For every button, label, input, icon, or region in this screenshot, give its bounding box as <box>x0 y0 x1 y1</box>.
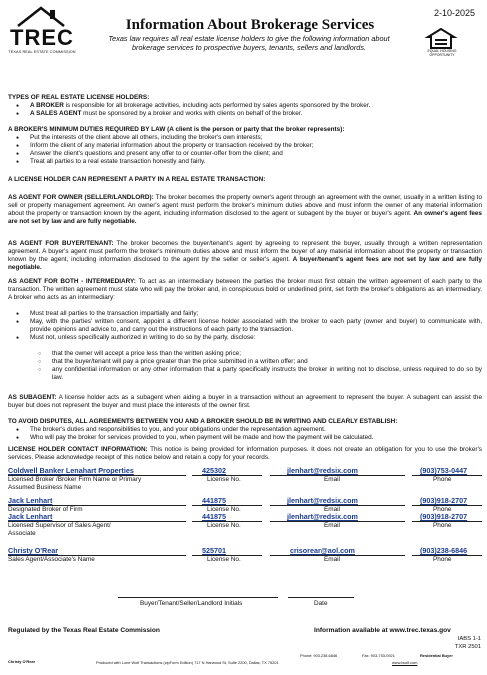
email-caption: Email <box>324 556 340 563</box>
list-item: ● Must treat all parties to the transaction impartially and fairly; <box>8 310 482 318</box>
supervisor-phone: (903)918-2707 <box>420 512 468 521</box>
duties-heading: A BROKER'S MINIMUM DUTIES REQUIRED BY LAW (A client is the person or party that the broker represents): <box>8 126 345 133</box>
produced-by: Produced with Lone Wolf Transactions (zipForm Edition) 717 N Harwood St, Suite 2200, Dallas, TX 75201 <box>96 660 279 665</box>
field-label: Designated Broker of Firm <box>8 506 83 513</box>
owner-section <box>8 194 482 226</box>
license-caption: License No. <box>207 476 241 483</box>
license-caption: License No. <box>207 522 241 529</box>
supervisor-name: Jack Lenhart <box>8 512 53 521</box>
initials-label: Buyer/Tenant/Seller/Landlord Initials <box>140 600 243 607</box>
date-label: Date <box>314 600 328 607</box>
email-caption: Email <box>324 522 340 529</box>
term-text: is responsible for all brokerage activities, including acts performed by sales agents sponsored by the broker. <box>63 102 371 109</box>
sales-agent-name: Christy O'Rear <box>8 546 59 555</box>
phone-caption: Phone <box>433 556 452 563</box>
logo-text: TREC <box>10 25 74 50</box>
buyer-bold: A buyer/tenant's agent fees are not set by law and are fully negotiable. <box>8 256 482 271</box>
term: A BROKER <box>30 102 64 109</box>
license-caption: License No. <box>207 506 241 513</box>
regulated-by: Regulated by the Texas Real Estate Commission <box>8 627 160 634</box>
list-item: ● Answer the client's questions and present any offer to or counter-offer from the client; and <box>8 150 478 158</box>
avoid-heading: TO AVOID DISPUTES, ALL AGREEMENTS BETWEEN YOU AND A BROKER SHOULD BE IN WRITING AND CLEARLY ESTABLISH: <box>8 418 398 425</box>
contact-section <box>8 446 482 462</box>
equal-housing-logo <box>424 28 458 62</box>
owner-text: The broker becomes the property owner's agent through an agreement with the owner, usually in a written listing to sell or property management agreement. An owner's agent must perform the broker's minimum duties above and must inform the owner of any material information about the property or transaction known by the agent, including information disclosed to the agent or subagent by the buyer or buyer's agent. <box>8 194 482 217</box>
list-item: ● Inform the client of any material information about the property or transaction received by the broker; <box>8 142 478 150</box>
buyer-section <box>8 240 482 272</box>
phone-caption: Phone <box>433 522 452 529</box>
trec-logo <box>8 6 74 64</box>
license-caption: License No. <box>207 556 241 563</box>
list-item: ● The broker's duties and responsibilities to you, and your obligations under the representation agreement. <box>8 426 478 434</box>
sales-agent-email[interactable]: crisorear@aol.com <box>290 546 355 555</box>
buyer-text: The broker becomes the buyer/tenant's agent by agreeing to represent the buyer, usually through a written representation agreement. A buyer's agent must perform the broker's minimum duties above and must inform the buyer of any material information about the property or transaction known by the agent, including information disclosed to the agent by the seller or seller's agent. <box>8 240 482 263</box>
list-item <box>8 102 478 110</box>
designated-broker-name: Jack Lenhart <box>8 496 53 505</box>
broker-firm-name: Coldwell Banker Lenahart Properties <box>8 466 134 475</box>
intermediary-sublist <box>8 350 482 382</box>
types-heading: TYPES OF REAL ESTATE LICENSE HOLDERS: <box>8 94 150 101</box>
duties-list <box>8 134 478 166</box>
email-caption: Email <box>324 506 340 513</box>
subagent-heading: AS SUBAGENT: <box>8 394 57 401</box>
page-title: Information About Brokerage Services <box>125 17 375 33</box>
list-item: ● Put the interests of the client above all others, including the broker's own interests; <box>8 134 478 142</box>
form-number: TXR 2501 <box>454 644 481 650</box>
list-item: ○ that the owner will accept a price less than the written asking price; <box>8 350 482 358</box>
avoid-list <box>8 426 478 442</box>
owner-heading: AS AGENT FOR OWNER (SELLER/LANDLORD): <box>8 194 154 201</box>
initials-line[interactable] <box>118 597 278 598</box>
designated-broker-email[interactable]: jlenhart@redsix.com <box>287 496 358 505</box>
types-list <box>8 102 478 118</box>
list-item: ● Who will pay the broker for services provided to you, when payment will be made and how the payment will be calculated. <box>8 434 478 442</box>
list-item: ○ any confidential information or any other information that a party specifically instructs the broker in writing not to disclose, unless required to do so by law. <box>8 366 482 382</box>
subagent-text: A license holder acts as a subagent when aiding a buyer in a transaction without an agreement to represent the buyer. A subagent can assist the buyer but does not represent the buyer and must place the interests of the owner first. <box>8 394 483 409</box>
broker-firm-email[interactable]: jlenhart@redsix.com <box>287 466 358 475</box>
intermediary-section <box>8 278 482 302</box>
contact-heading: LICENSE HOLDER CONTACT INFORMATION: <box>8 446 148 453</box>
phone-caption: Phone <box>433 476 452 483</box>
list-item: ● Treat all parties to a real estate transaction honestly and fairly. <box>8 158 478 166</box>
term-text: must be sponsored by a broker and works with clients on behalf of the broker. <box>81 110 303 117</box>
email-caption: Email <box>324 476 340 483</box>
sales-agent-license: 525701 <box>202 546 226 555</box>
intro-text: Texas law requires all real estate license holders to give the following information about brokerage services to prospective buyers, tenants, sellers and landlords. <box>108 34 390 52</box>
agent-name: Christy O'Rear <box>8 659 36 664</box>
info-available: Information available at www.trec.texas.gov <box>314 627 451 634</box>
designated-broker-phone: (903)918-2707 <box>420 496 468 505</box>
website-link[interactable]: www.lwolf.com <box>392 660 418 665</box>
fax-line: Fax: 903-753-0921 <box>362 653 395 658</box>
broker-firm-license: 425302 <box>202 466 226 475</box>
list-item: ● May, with the parties' written consent, appoint a different license holder associated with the broker to each party (owner and buyer) to communicate with, provide opinions and advice to, and carry out the instructions of each party to the transaction. <box>8 318 482 334</box>
list-item: ○ that the buyer/tenant will pay a price greater than the price submitted in a written offer; and <box>8 358 482 366</box>
phone-caption: Phone <box>433 506 452 513</box>
field-label: Licensed Supervisor of Sales Agent/ Associate <box>8 522 111 537</box>
form-date: 2-10-2025 <box>433 8 475 18</box>
subagent-section <box>8 394 482 410</box>
form-type: Residential Buyer <box>420 653 453 658</box>
intermediary-heading: AS AGENT FOR BOTH - INTERMEDIARY: <box>8 278 136 285</box>
supervisor-license: 441875 <box>202 512 226 521</box>
represent-heading: A LICENSE HOLDER CAN REPRESENT A PARTY IN A REAL ESTATE TRANSACTION: <box>8 176 266 183</box>
field-label: Licensed Broker /Broker Firm Name or Primary Assumed Business Name <box>8 476 142 491</box>
broker-firm-phone: (903)753-0447 <box>420 466 468 475</box>
designated-broker-license: 441875 <box>202 496 226 505</box>
sales-agent-phone: (903)238-6846 <box>420 546 468 555</box>
logo-subtitle: TEXAS REAL ESTATE COMMISSION <box>8 50 76 54</box>
intermediary-list <box>8 310 482 342</box>
list-item <box>8 110 478 118</box>
field-label: Sales Agent/Associate's Name <box>8 556 95 563</box>
supervisor-email[interactable]: jlenhart@redsix.com <box>287 512 358 521</box>
term: A SALES AGENT <box>30 110 82 117</box>
intermediary-text: To act as an intermediary between the parties the broker must first obtain the written agreement of each party to the transaction. The written agreement must state who will pay the broker and, in conspicuous bold or underlined print, set forth the broker's obligations as an intermediary. A broker who acts as an intermediary: <box>8 278 482 301</box>
owner-bold: An owner's agent fees are not set by law and are fully negotiable. <box>8 210 482 225</box>
date-line[interactable] <box>288 597 354 598</box>
list-item: ● Must not, unless specifically authorized in writing to do so by the party, disclose: <box>8 334 482 342</box>
equal-housing-icon <box>424 28 458 50</box>
form-id: IABS 1-1 <box>457 636 481 642</box>
equal-housing-label: EQUAL HOUSING OPPORTUNITY <box>427 49 457 57</box>
buyer-heading: AS AGENT FOR BUYER/TENANT: <box>8 240 114 247</box>
contact-text: This notice is being provided for information purposes. It does not create an obligation for you to use the broker's services. Please acknowledge receipt of this notice below and retain a copy for your records. <box>8 446 482 461</box>
phone-line: Phone: 903.238.6846 <box>300 653 338 658</box>
